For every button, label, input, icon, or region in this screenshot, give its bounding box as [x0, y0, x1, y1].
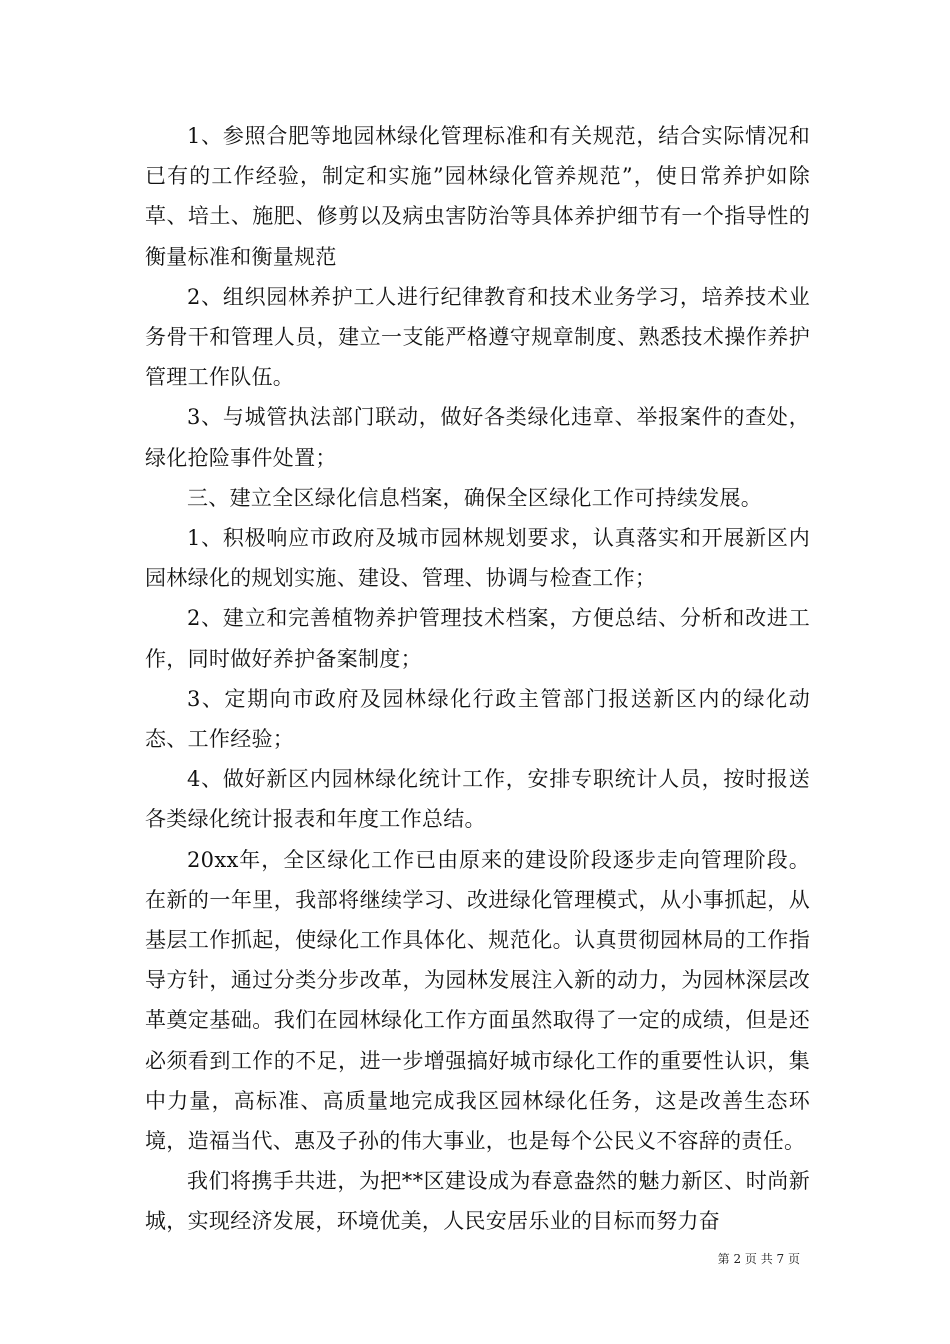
paragraph-6: 3、定期向市政府及园林绿化行政主管部门报送新区内的绿化动态、工作经验； [145, 686, 810, 752]
paragraph-3: 3、与城管执法部门联动，做好各类绿化违章、举报案件的查处，绿化抢险事件处置； [145, 405, 810, 470]
paragraph-5: 2、建立和完善植物养护管理技术档案，方便总结、分析和改进工作，同时做好养护备案制度； [145, 606, 810, 671]
page-number-label: 第 2 页 共 7 页 [717, 1252, 800, 1266]
document-body [145, 116, 810, 1242]
paragraph-7: 4、做好新区内园林绿化统计工作，安排专职统计人员，按时报送各类绿化统计报表和年度工作总结。 [145, 767, 810, 832]
paragraph-2: 2、组织园林养护工人进行纪律教育和技术业务学习，培养技术业务骨干和管理人员，建立一支能严格遵守规章制度、熟悉技术操作养护管理工作队伍。 [145, 284, 810, 390]
section-heading-3: 三、建立全区绿化信息档案，确保全区绿化工作可持续发展。 [187, 485, 763, 510]
paragraph-summary: 20xx年，全区绿化工作已由原来的建设阶段逐步走向管理阶段。在新的一年里，我部将继续学习、改进绿化管理模式，从小事抓起，从基层工作抓起，使绿化工作具体化、规范化。认真贯彻园林局的工作指导方针，通过分类分步改革，为园林发展注入新的动力，为园林深层改革奠定基础。我们在园林绿化工作方面虽然取得了一定的成绩，但是还必须看到工作的不足，进一步增强搞好城市绿化工作的重要性认识，集中力量，高标准、高质量地完成我区园林绿化任务，这是改善生态环境，造福当代、惠及子孙的伟大事业，也是每个公民义不容辞的责任。 [145, 847, 810, 1154]
paragraph-closing: 我们将携手共进，为把**区建设成为春意盎然的魅力新区、时尚新城，实现经济发展，环境优美，人民安居乐业的目标而努力奋 [145, 1169, 810, 1234]
paragraph-4: 1、积极响应市政府及城市园林规划要求，认真落实和开展新区内园林绿化的规划实施、建设、管理、协调与检查工作； [145, 526, 810, 591]
page-number-footer [718, 1250, 800, 1267]
paragraph-1: 1、参照合肥等地园林绿化管理标准和有关规范，结合实际情况和已有的工作经验，制定和实施”园林绿化管养规范”，使日常养护如除草、培土、施肥、修剪以及病虫害防治等具体养护细节有一个指导性的衡量标准和衡量规范 [145, 124, 810, 269]
